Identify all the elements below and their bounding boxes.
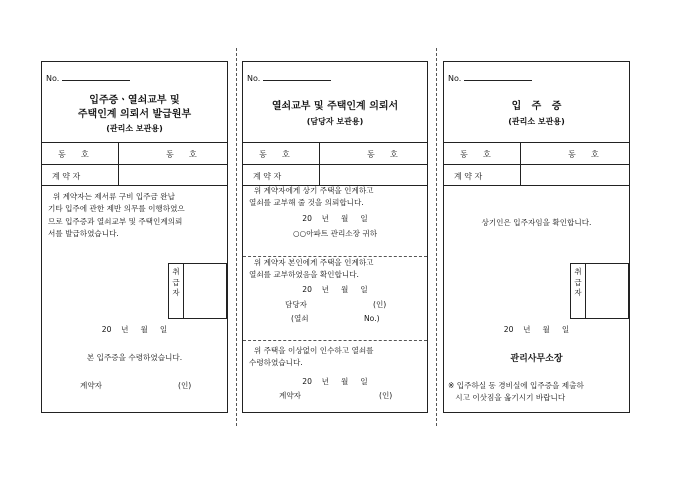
acceptance-text: 위 주택을 이상없이 인수하고 열쇠를 수령하였습니다. xyxy=(249,346,374,368)
form-subtitle: (관리소 보관용) xyxy=(106,124,163,133)
unit-label: 동 호 xyxy=(58,150,89,159)
handler-label: 취급자 xyxy=(571,264,586,318)
unit-value: 동 호 xyxy=(568,150,599,159)
receipt-text: 본 입주증을 수령하였습니다. xyxy=(86,353,183,362)
key-number: No.) xyxy=(364,314,380,323)
contractor-row xyxy=(243,164,427,186)
acceptance-date: 20 년 월 일 xyxy=(302,377,368,386)
unit-value: 동 호 xyxy=(166,150,197,159)
form-number: No. xyxy=(247,73,331,83)
seal-mark: (인) xyxy=(178,381,192,390)
cut-line-left xyxy=(236,48,237,426)
issue-date: 20 년 월 일 xyxy=(101,325,168,334)
staff-label: 담당자 xyxy=(285,300,308,309)
signer-label: 계약자 xyxy=(80,381,103,390)
handover-confirm-text: 위 계약자 본인에게 주택을 인계하고 열쇠를 교부하였음을 확인합니다. xyxy=(249,258,374,280)
contractor-label: 계 약 자 xyxy=(454,172,483,181)
unit-label: 동 호 xyxy=(460,150,491,159)
row-divider xyxy=(42,185,227,186)
issuance-statement: 위 계약자는 제서류 구비 입주금 완납 기타 입주에 관한 제반 의무를 이행하였으 므로 입주증과 열쇠교부 및 주택인계의뢰 서를 발급하였습니다. xyxy=(48,192,185,238)
issue-date: 20 년 월 일 xyxy=(503,325,570,334)
section-divider-2 xyxy=(243,340,427,341)
staff-seal: (인) xyxy=(373,300,387,309)
unit-row xyxy=(444,142,629,165)
handler-label: 취급자 xyxy=(169,264,184,318)
form-subtitle: (관리소 보관용) xyxy=(508,116,565,126)
seal-mark: (인) xyxy=(379,391,393,400)
office-manager: 관리사무소장 xyxy=(510,354,563,364)
signer-label: 계약자 xyxy=(279,391,302,400)
contractor-label: 계 약 자 xyxy=(253,172,282,181)
form-title: 입 주 증 (관리소 보관용) xyxy=(444,100,629,127)
form-issuance-register xyxy=(41,61,228,413)
unit-value: 동 호 xyxy=(367,150,398,159)
request-date: 20 년 월 일 xyxy=(302,214,368,223)
resident-confirm-text: 상기인은 입주자임을 확인합니다. xyxy=(481,218,592,227)
handler-box xyxy=(168,263,227,319)
key-label: (열쇠 xyxy=(291,314,309,323)
form-title: 입주증ㆍ열쇠교부 및 주택인계 의뢰서 발급원부 (관리소 보관용) xyxy=(42,94,227,135)
confirm-date: 20 년 월 일 xyxy=(302,285,368,294)
contractor-label: 계 약 자 xyxy=(52,172,81,181)
notice-text: ※ 입주하실 동 경비실에 입주증을 제출하 시고 이삿짐을 옮기시기 바랍니다 xyxy=(448,381,584,403)
form-number: No. xyxy=(46,73,130,83)
addressee: ○○아파트 관리소장 귀하 xyxy=(292,229,378,238)
form-key-handover-request xyxy=(242,61,428,413)
cut-line-right xyxy=(436,48,437,426)
unit-row xyxy=(243,142,427,165)
form-title: 열쇠교부 및 주택인계 의뢰서 (담당자 보관용) xyxy=(243,100,427,127)
unit-label: 동 호 xyxy=(259,150,290,159)
unit-row xyxy=(42,142,227,165)
form-move-in-certificate xyxy=(443,61,630,413)
contractor-row xyxy=(42,164,227,186)
handler-box xyxy=(570,263,629,319)
row-divider xyxy=(444,185,629,186)
form-subtitle: (담당자 보관용) xyxy=(306,116,364,126)
form-number: No. xyxy=(448,73,532,83)
handover-request-text: 위 계약자에게 상기 주택을 인계하고 열쇠를 교부해 줄 것을 의뢰합니다. xyxy=(249,186,374,208)
contractor-row xyxy=(444,164,629,186)
